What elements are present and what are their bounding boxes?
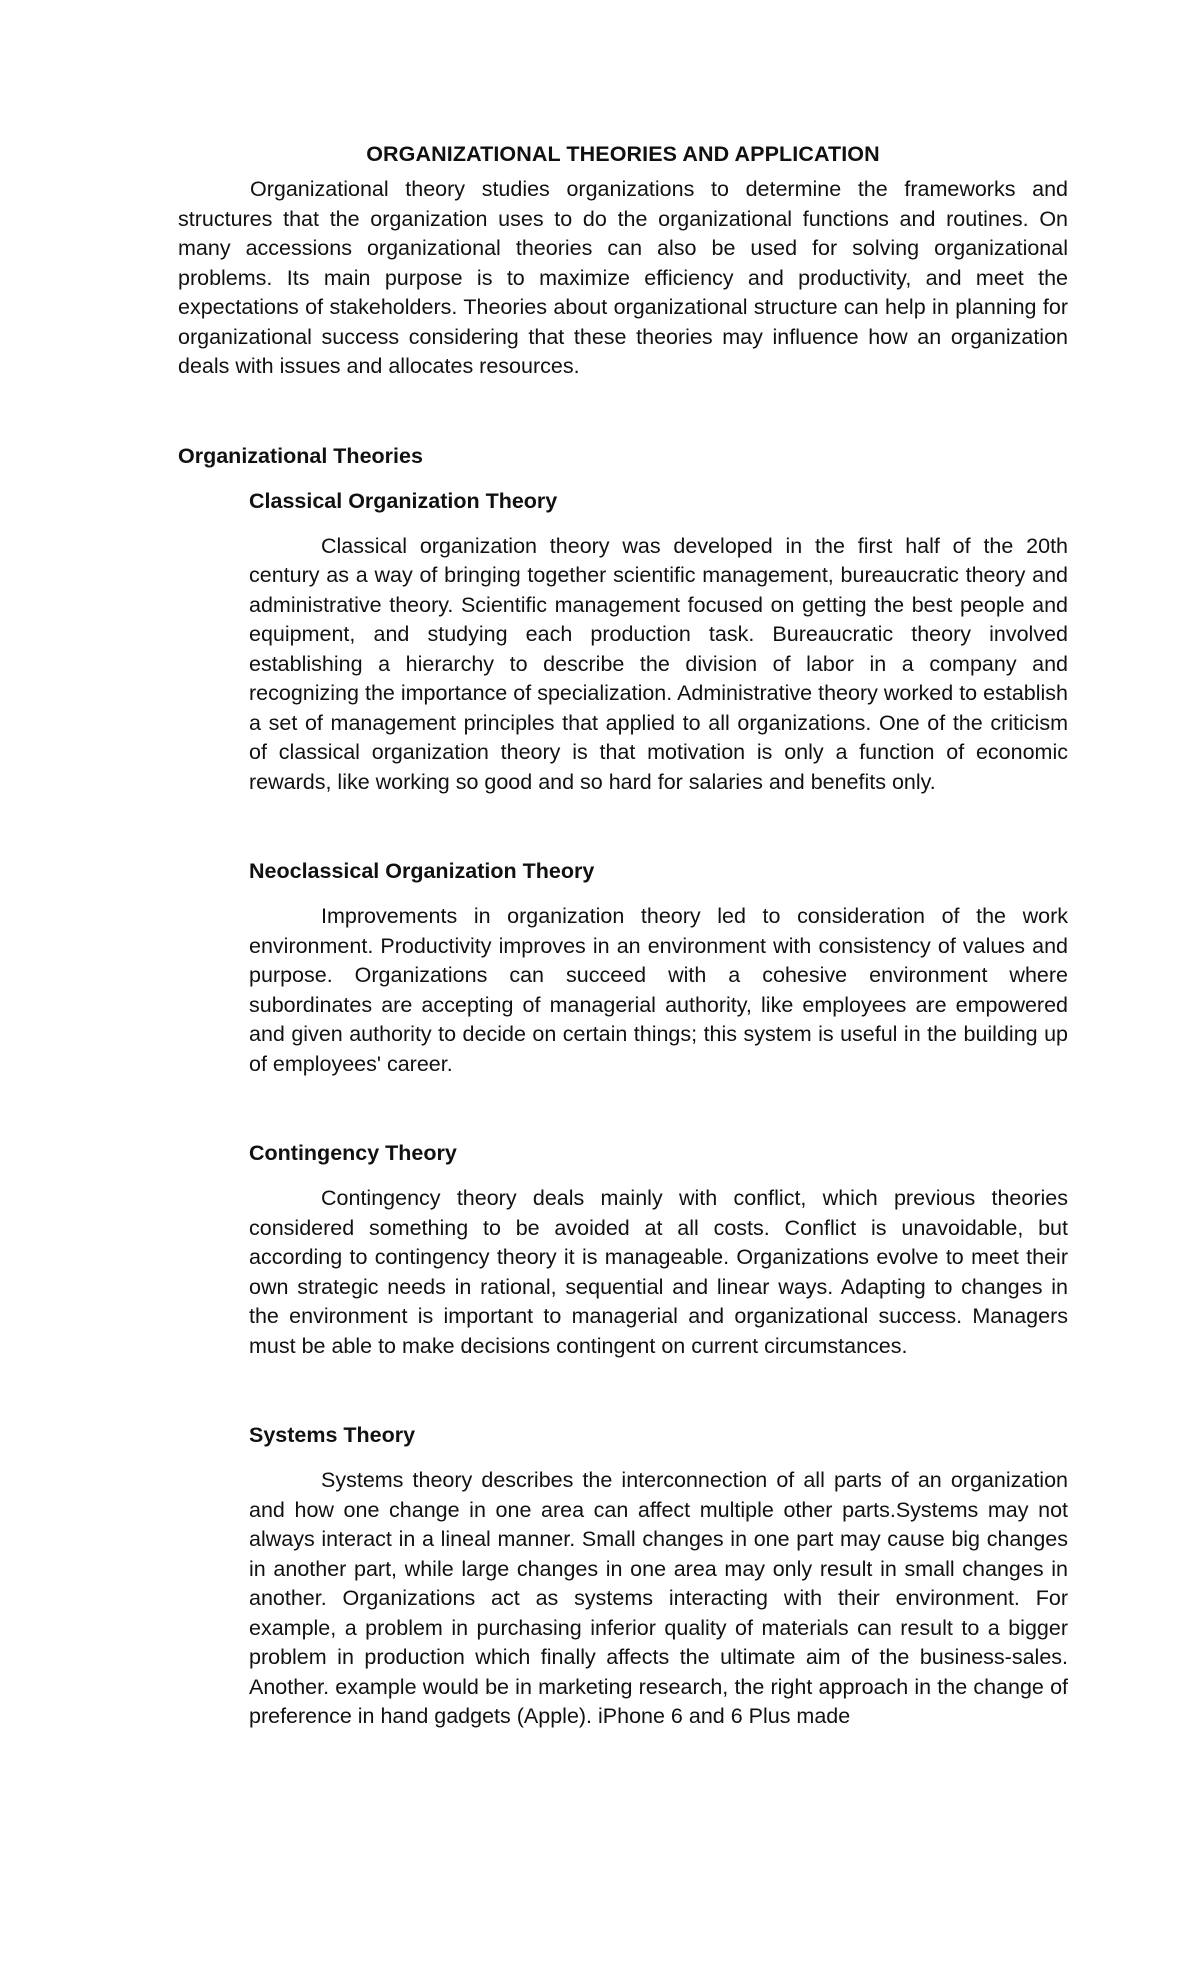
- intro-paragraph: Organizational theory studies organizations to determine the frameworks and structures that the organization uses to do the organizational functions and routines. On many accessions organizational theories can also be used for solving organizational problems. Its main purpose is to maximize efficiency and productivity, and meet the expectations of stakeholders. Theories about organizational structure can help in planning for organizational success considering that these theories may influence how an organization deals with issues and allocates resources.: [178, 177, 1068, 378]
- subsection-body-contingency: Contingency theory deals mainly with conflict, which previous theories considered something to be avoided at all costs. Conflict is unavoidable, but according to contingency theory it is manageable. Organizations evolve to meet their own strategic needs in rational, sequential and linear ways. Adapting to changes in the environment is important to managerial and organizational success. Managers must be able to make decisions contingent on current circumstances.: [249, 1186, 1068, 1358]
- subsection-heading-neoclassical: Neoclassical Organization Theory: [249, 859, 595, 883]
- subsection-heading-classical: Classical Organization Theory: [249, 488, 558, 513]
- subsection-heading-systems: Systems Theory: [249, 1423, 416, 1447]
- document-title: ORGANIZATIONAL THEORIES AND APPLICATION: [366, 142, 880, 166]
- document-content: [178, 140, 1068, 1732]
- subsection-contingency: [249, 1139, 1068, 1361]
- subsection-body-neoclassical: Improvements in organization theory led to consideration of the work environment. Productivity improves in an environment with consistency of values and purpose. Organizations can succeed with a cohesive environment where subordinates are accepting of managerial authority, like employees are empowered and given authority to decide on certain things; this system is useful in the building up of employees' career.: [249, 904, 1068, 1076]
- section-heading-organizational-theories: Organizational Theories: [178, 443, 423, 468]
- subsection-systems: [249, 1421, 1068, 1732]
- subsection-body-classical: Classical organization theory was developed in the first half of the 20th century as a way of bringing together scientific management, bureaucratic theory and administrative theory. Scientific management focused on getting the best people and equipment, and studying each production task. Bureaucratic theory involved establishing a hierarchy to describe the division of labor in a company and recognizing the importance of specialization. Administrative theory worked to establish a set of management principles that applied to all organizations. One of the criticism of classical organization theory is that motivation is only a function of economic rewards, like working so good and so hard for salaries and benefits only.: [249, 533, 1068, 794]
- subsection-heading-contingency: Contingency Theory: [249, 1141, 457, 1165]
- subsection-neoclassical: [249, 857, 1068, 1079]
- subsection-classical: [249, 487, 1068, 798]
- subsection-body-systems: Systems theory describes the interconnection of all parts of an organization and how one change in one area can affect multiple other parts.Systems may not always interact in a lineal manner. Small changes in one part may cause big changes in another part, while large changes in one area may only result in small changes in another. Organizations act as systems interacting with their environment. For example, a problem in purchasing inferior quality of materials can result to a bigger problem in production which finally affects the ultimate aim of the business-sales. Another. example would be in marketing research, the right approach in the change of preference in hand gadgets (Apple). iPhone 6 and 6 Plus made: [249, 1468, 1068, 1728]
